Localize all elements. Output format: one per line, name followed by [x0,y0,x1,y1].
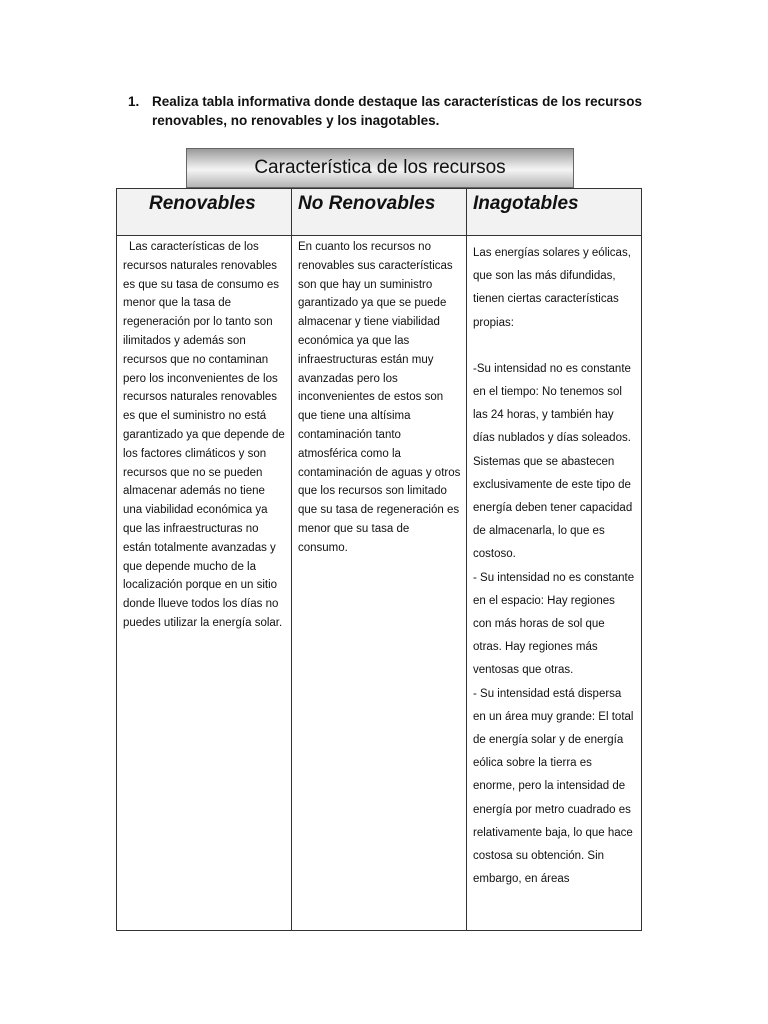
instruction [128,92,648,130]
table-row [117,236,642,931]
cell-renovables [117,236,292,931]
header-inagotables: Inagotables [467,189,642,236]
no-renovables-text: En cuanto los recursos no renovables sus características son que hay un suministro garantizado ya que se puede almacenar y tiene viabilidad económica ya que las infraestructuras están muy avanzadas pero los inconvenientes de estos son que tiene una altísima contaminación tanto atmosférica como la contaminación de aguas y otros que los recursos son limitado que su tasa de regeneración es menor que su tasa de consumo. [298,241,461,554]
renovables-text: Las características de los recursos naturales renovables es que su tasa de consumo es menor que la tasa de regeneración por lo tanto son ilimitados y además son recursos que no contaminan pero los inconvenientes de los recursos naturales renovables es que el suministro no está garantizado ya que depende de los factores climáticos y son recursos que no se pueden almacenar además no tiene una viabilidad económica ya que las infraestructuras no están totalmente avanzadas y que depende mucho de la localización porque en un sitio donde llueve todos los días no puedes utilizar la energía solar. [123,241,285,629]
resources-table [116,188,642,931]
header-renovables: Renovables [117,189,292,236]
header-no-renovables: No Renovables [292,189,467,236]
cell-inagotables [467,236,642,931]
instruction-text: Realiza tabla informativa donde destaque las características de los recursos renovables, no renovables y los inagotables. [152,94,642,128]
inagotables-intro: Las energías solares y eólicas, que son las más difundidas, tienen ciertas características propias: [473,247,631,329]
inagotables-point-space: - Su intensidad no es constante en el espacio: Hay regiones con más horas de sol que otras. Hay regiones más ventosas que otras. [473,571,635,677]
inagotables-point-time: -Su intensidad no es constante en el tiempo: No tenemos sol las 24 horas, y también hay días nublados y días soleados. Sistemas que se abastecen exclusivamente de este tipo de energía deben tener capacidad de almacenarla, lo que es costoso. [473,362,633,561]
instruction-number: 1. [128,94,140,109]
cell-no-renovables [292,236,467,931]
table-header-row [117,189,642,236]
inagotables-point-dispersion: - Su intensidad está dispersa en un área muy grande: El total de energía solar y de energía eólica sobre la tierra es enorme, pero la intensidad de energía por metro cuadrado es relativamente baja, lo que hace costosa su obtención. Sin embargo, en áreas [473,687,634,886]
table-title: Característica de los recursos [186,148,574,188]
